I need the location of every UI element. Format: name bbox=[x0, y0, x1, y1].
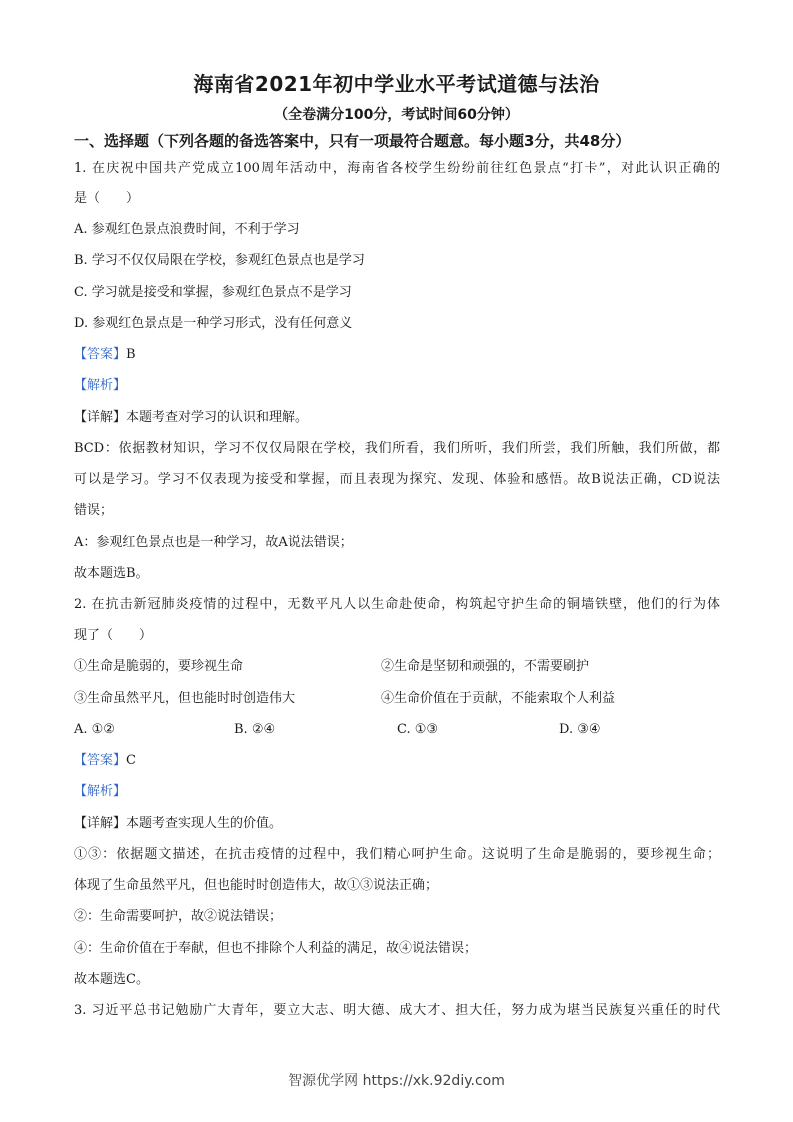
q2-explanation-1: ①③：依据题文描述，在抗击疫情的过程中，我们精心呵护生命。这说明了生命是脆弱的，要珍视生命； bbox=[74, 847, 720, 862]
answer-value: C bbox=[126, 753, 136, 768]
footer-watermark: 智源优学网 https://xk.92diy.com bbox=[288, 1073, 505, 1089]
q1-option-a: A. 参观红色景点浪费时间，不利于学习 bbox=[74, 222, 300, 237]
q2-option-a: A. ①② bbox=[74, 722, 115, 737]
q1-explanation-2: 可以是学习。学习不仅表现为接受和掌握，而且表现为探究、发现、体验和感悟。故B说法正确，CD说法 bbox=[74, 472, 720, 487]
q2-statement-1: ①生命是脆弱的，要珍视生命 bbox=[74, 659, 244, 674]
q2-answer bbox=[74, 752, 136, 770]
q1-detail bbox=[74, 409, 308, 427]
q2-explanation-2: 体现了生命虽然平凡，但也能时时创造伟大，故①③说法正确； bbox=[74, 878, 439, 893]
q1-option-d: D. 参观红色景点是一种学习形式，没有任何意义 bbox=[74, 316, 353, 331]
q1-explanation-1: BCD：依据教材知识，学习不仅仅局限在学校，我们所看，我们所听，我们所尝，我们所触，我们所做，都 bbox=[74, 441, 720, 456]
detail-text: 本题考查实现人生的价值。 bbox=[126, 816, 283, 831]
page-title: 海南省2021年初中学业水平考试道德与法治 bbox=[193, 72, 600, 96]
q1-option-b: B. 学习不仅仅局限在学校，参观红色景点也是学习 bbox=[74, 253, 365, 268]
q1-conclusion: 故本题选B。 bbox=[74, 566, 149, 581]
q2-conclusion: 故本题选C。 bbox=[74, 972, 149, 987]
q2-stem-line1: 2. 在抗击新冠肺炎疫情的过程中，无数平凡人以生命赴使命，构筑起守护生命的铜墙铁壁，他们的行为体 bbox=[74, 597, 720, 612]
q2-option-c: C. ①③ bbox=[397, 722, 439, 737]
section-heading: 一、选择题（下列各题的备选答案中，只有一项最符合题意。每小题3分，共48分） bbox=[74, 132, 631, 150]
detail-text: 本题考查对学习的认识和理解。 bbox=[126, 410, 309, 425]
q1-explanation-3: 错误； bbox=[74, 503, 114, 518]
q2-option-b: B. ②④ bbox=[234, 722, 276, 737]
q1-option-c: C. 学习就是接受和掌握，参观红色景点不是学习 bbox=[74, 285, 352, 300]
q1-stem-line2: 是（ ） bbox=[74, 191, 140, 206]
q3-stem-line1: 3. 习近平总书记勉励广大青年，要立大志、明大德、成大才、担大任，努力成为堪当民族复兴重任的时代 bbox=[74, 1003, 720, 1018]
detail-tag: 【详解】 bbox=[74, 816, 127, 831]
q2-detail bbox=[74, 815, 282, 833]
page-subtitle: （全卷满分100分，考试时间60分钟） bbox=[274, 107, 519, 123]
q2-explanation-4: ④：生命价值在于奉献，但也不排除个人利益的满足，故④说法错误； bbox=[74, 941, 478, 956]
q2-analysis-tag: 【解析】 bbox=[74, 784, 127, 799]
q1-answer bbox=[74, 346, 136, 364]
q1-explanation-4: A：参观红色景点也是一种学习，故A说法错误； bbox=[74, 535, 353, 550]
answer-value: B bbox=[126, 347, 136, 362]
answer-tag: 【答案】 bbox=[74, 347, 127, 362]
answer-tag: 【答案】 bbox=[74, 753, 127, 768]
q1-analysis-tag: 【解析】 bbox=[74, 378, 127, 393]
q2-explanation-3: ②：生命需要呵护，故②说法错误； bbox=[74, 909, 283, 924]
q2-statement-4: ④生命价值在于贡献，不能索取个人利益 bbox=[381, 691, 616, 706]
q2-statement-2: ②生命是坚韧和顽强的，不需要刷护 bbox=[381, 659, 590, 674]
q2-stem-line2: 现了（ ） bbox=[74, 628, 153, 643]
detail-tag: 【详解】 bbox=[74, 410, 127, 425]
q2-statement-3: ③生命虽然平凡，但也能时时创造伟大 bbox=[74, 691, 296, 706]
q2-option-d: D. ③④ bbox=[559, 722, 601, 737]
q1-stem-line1: 1. 在庆祝中国共产党成立100周年活动中，海南省各校学生纷纷前往红色景点“打卡”，对此认识正确的 bbox=[74, 161, 720, 176]
